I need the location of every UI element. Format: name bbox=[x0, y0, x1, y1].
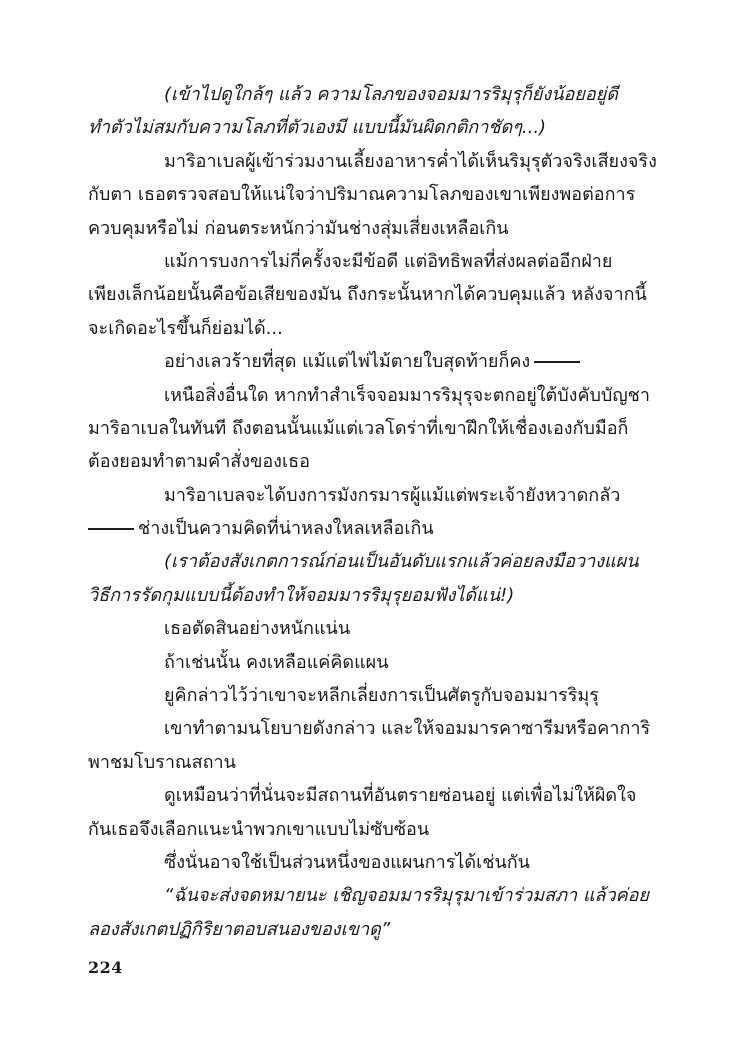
text-line-with-dash bbox=[88, 345, 658, 378]
text-line: “ฉันจะส่งจดหมายนะ เชิญจอมมารริมุรุมาเข้าร่วมสภา แล้วค่อย bbox=[164, 885, 649, 907]
text-line: กันเธอจึงเลือกแนะนำพวกเขาแบบไม่ซับซ้อน bbox=[88, 818, 430, 840]
text-line: มาริอาเบลผู้เข้าร่วมงานเลี้ยงอาหารค่ำได้เห็นริมุรุตัวจริงเสียงจริง bbox=[164, 150, 657, 172]
page-number: 224 bbox=[88, 958, 123, 977]
text-line: เหนือสิ่งอื่นใด หากทำสำเร็จจอมมารริมุรุจะตกอยู่ใต้บังคับบัญชา bbox=[164, 384, 650, 406]
text-line: ถ้าเช่นนั้น คงเหลือแค่คิดแผน bbox=[164, 651, 389, 673]
text-line: เขาทำตามนโยบายดังกล่าว และให้จอมมารคาซารีมหรือคาการิ bbox=[164, 718, 651, 740]
text-line: ยูคิกล่าวไว้ว่าเขาจะหลีกเลี่ยงการเป็นศัตรูกับจอมมารริมุรุ bbox=[164, 685, 599, 707]
text-line: (เราต้องสังเกตการณ์ก่อนเป็นอันดับแรกแล้วค่อยลงมือวางแผน bbox=[164, 551, 639, 573]
text-line: ทำตัวไม่สมกับความโลภที่ตัวเองมี แบบนี้มันผิดกติกาชัดๆ...) bbox=[88, 117, 547, 139]
text-line: (เข้าไปดูใกล้ๆ แล้ว ความโลภของจอมมารริมุรุก็ยังน้อยอยู่ดี bbox=[164, 84, 618, 105]
text-line: มาริอาเบลจะได้บงการมังกรมารผู้แม้แต่พระเจ้ายังหวาดกลัว bbox=[164, 484, 621, 506]
text-line-with-dash bbox=[88, 512, 658, 545]
text-line: แม้การบงการไม่กี่ครั้งจะมีข้อดี แต่อิทธิพลที่ส่งผลต่ออีกฝ่าย bbox=[164, 250, 613, 272]
text-line: อย่างเลวร้ายที่สุด แม้แต่ไพ่ไม้ตายใบสุดท้ายก็คง bbox=[164, 351, 531, 373]
text-line: กับตา เธอตรวจสอบให้แน่ใจว่าปริมาณความโลภของเขาเพียงพอต่อการ bbox=[88, 184, 636, 206]
text-line: ต้องยอมทำตามคำสั่งของเธอ bbox=[88, 451, 310, 473]
text-line: ซึ่งนั่นอาจใช้เป็นส่วนหนึ่งของแผนการได้เช่นกัน bbox=[164, 851, 530, 873]
text-line: เธอตัดสินอย่างหนักแน่น bbox=[164, 618, 351, 640]
text-line: ช่างเป็นความคิดที่น่าหลงใหลเหลือเกิน bbox=[138, 518, 434, 540]
text-line: พาชมโบราณสถาน bbox=[88, 751, 236, 773]
page-body bbox=[88, 78, 658, 946]
text-line: ลองสังเกตปฏิกิริยาตอบสนองของเขาดู” bbox=[88, 918, 391, 940]
text-line: เพียงเล็กน้อยนั้นคือข้อเสียของมัน ถึงกระนั้นหากได้ควบคุมแล้ว หลังจากนี้ bbox=[88, 284, 647, 306]
text-line: จะเกิดอะไรขึ้นก็ย่อมได้... bbox=[88, 317, 283, 339]
text-line: ควบคุมหรือไม่ ก่อนตระหนักว่ามันช่างสุ่มเสี่ยงเหลือเกิน bbox=[88, 217, 509, 239]
em-dash bbox=[88, 528, 134, 530]
text-line: ดูเหมือนว่าที่นั่นจะมีสถานที่อันตรายซ่อนอยู่ แต่เพื่อไม่ให้ผิดใจ bbox=[164, 785, 637, 807]
text-line: วิธีการรัดกุมแบบนี้ต้องทำให้จอมมารริมุรุยอมฟังได้แน่!) bbox=[88, 584, 515, 606]
text-line: มาริอาเบลในทันที ถึงตอนนั้นแม้แต่เวลโดร่าที่เขาฝึกให้เชื่องเองกับมือก็ bbox=[88, 417, 629, 439]
em-dash bbox=[534, 361, 580, 363]
